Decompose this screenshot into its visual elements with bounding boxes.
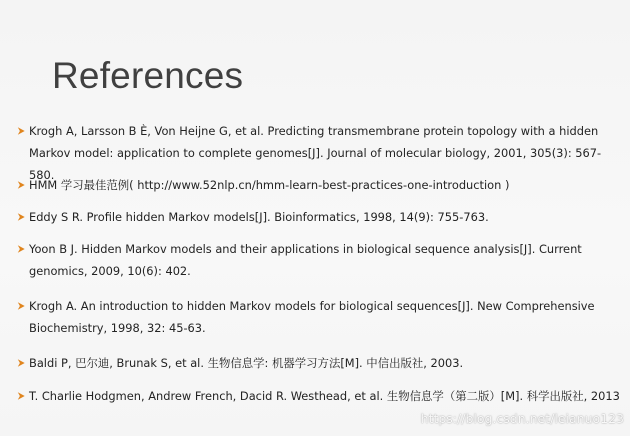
arrow-bullet-icon [17, 174, 26, 196]
watermark-url: https://blog.csdn.net/leianuo123 [420, 411, 624, 426]
reference-item-3 [18, 206, 624, 228]
arrow-bullet-icon [17, 238, 26, 260]
reference-text: Yoon B J. Hidden Markov models and their applications in biological sequence analysis[J]. Current genomics, 2009, 10(6): 402. [29, 242, 582, 278]
arrow-bullet-icon [17, 352, 26, 374]
reference-item-2 [18, 174, 624, 196]
reference-item-7 [18, 385, 624, 407]
page-title: References [52, 55, 244, 96]
reference-text: T. Charlie Hodgmen, Andrew French, Dacid R. Westhead, et al. 生物信息学（第二版）[M]. 科学出版社, 2013 [29, 389, 620, 403]
reference-text: Krogh A, Larsson B È, Von Heijne G, et al. Predicting transmembrane protein topology with a hidden Markov model: application to complete genomes[J]. Journal of molecular biology, 2001, 305(3): 567-580. [29, 124, 602, 182]
reference-item-6 [18, 352, 624, 374]
arrow-bullet-icon [17, 206, 26, 228]
arrow-bullet-icon [17, 295, 26, 317]
reference-item-4 [18, 238, 624, 282]
reference-text: Krogh A. An introduction to hidden Markov models for biological sequences[J]. New Comprehensive Biochemistry, 1998, 32: 45-63. [29, 299, 595, 335]
reference-text: HMM 学习最佳范例( http://www.52nlp.cn/hmm-learn-best-practices-one-introduction ) [29, 178, 510, 192]
arrow-bullet-icon [17, 120, 26, 142]
arrow-bullet-icon [17, 385, 26, 407]
reference-text: Eddy S R. Profile hidden Markov models[J]. Bioinformatics, 1998, 14(9): 755-763. [29, 210, 489, 224]
reference-text: Baldi P, 巴尔迪, Brunak S, et al. 生物信息学: 机器学习方法[M]. 中信出版社, 2003. [29, 356, 464, 370]
reference-item-5 [18, 295, 624, 339]
